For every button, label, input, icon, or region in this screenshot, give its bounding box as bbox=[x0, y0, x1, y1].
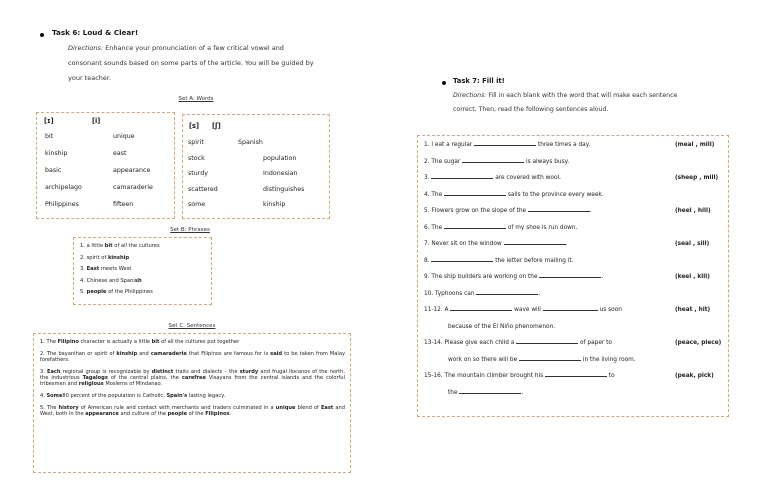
header-ih: [ɪ] bbox=[44, 117, 54, 125]
word: unique bbox=[113, 133, 135, 140]
answer-blank bbox=[459, 392, 521, 394]
bullet-icon bbox=[442, 81, 446, 85]
setA-box-2 bbox=[182, 114, 330, 219]
sentence: 5. The history of American rule and contact with merchants and traders culminated in a unique blend of East and West, both in the appearance and culture of the people of the Filipinos. bbox=[40, 405, 346, 418]
fill-row: 10. Typhoons can . bbox=[424, 290, 541, 297]
setB-box bbox=[73, 237, 212, 305]
word: fifteen bbox=[113, 201, 134, 208]
answer-blank bbox=[543, 309, 598, 311]
fill-row: 15-16. The mountain climber brought his to bbox=[424, 373, 615, 379]
word: basic bbox=[45, 167, 62, 174]
directions-label: Directions: bbox=[68, 44, 104, 52]
phrase: 5. people of the Philippines bbox=[80, 289, 153, 295]
word: Spanish bbox=[238, 139, 263, 146]
setC-box bbox=[33, 333, 351, 473]
directions-line2: consonant sounds based on some parts of the article. You will be guided by bbox=[68, 59, 314, 67]
fill-row: because of the El Niño phenomenon. bbox=[448, 323, 556, 330]
answer-blank bbox=[476, 293, 538, 295]
word: sturdy bbox=[188, 170, 208, 177]
answer-choices: (peace, piece) bbox=[675, 340, 722, 346]
fill-row: 8. the letter before mailing it. bbox=[424, 257, 574, 264]
word: camaraderie bbox=[113, 184, 153, 191]
word: distinguishes bbox=[263, 185, 305, 193]
fill-row: 5. Flowers grow on the slope of the . bbox=[424, 208, 592, 214]
fill-row: the . bbox=[448, 389, 524, 396]
phrase: 2. spirit of kinship bbox=[80, 254, 130, 261]
answer-blank bbox=[431, 177, 493, 179]
word: population bbox=[263, 154, 297, 162]
answer-blank bbox=[444, 227, 506, 229]
task6-directions bbox=[68, 41, 368, 86]
setB-title: Set B: Phrases bbox=[170, 227, 210, 233]
header-sh: [ʃ] bbox=[212, 122, 221, 130]
fill-row: 11-12. A wave will us soon bbox=[424, 307, 622, 313]
fill-row: 7. Never sit on the window . bbox=[424, 241, 568, 247]
answer-blank bbox=[474, 144, 536, 146]
word: spirit bbox=[188, 139, 204, 146]
answer-choices: (seal , sill) bbox=[675, 241, 710, 247]
phrase-list bbox=[80, 241, 160, 299]
answer-blank bbox=[545, 375, 607, 377]
fill-row: 1. I eat a regular three times a day. bbox=[424, 142, 591, 148]
answer-choices: (peak, pick) bbox=[675, 373, 714, 379]
answer-choices: (sheep , mill) bbox=[675, 175, 719, 181]
answer-blank bbox=[504, 243, 566, 245]
directions-line1: Fill in each blank with the word that will make each sentence bbox=[488, 92, 678, 99]
setA-box-1 bbox=[36, 112, 175, 219]
word: Indonesian bbox=[263, 170, 298, 177]
answer-blank bbox=[444, 194, 506, 196]
fill-row: work on so there will be in the living room. bbox=[448, 356, 636, 363]
answer-blank bbox=[519, 359, 581, 361]
answer-blank bbox=[539, 276, 601, 278]
answer-choices: (heat , hit) bbox=[675, 307, 711, 313]
header-i: [i] bbox=[92, 117, 101, 125]
setC-title: Set C: Sentences bbox=[168, 323, 216, 329]
word: kinship bbox=[263, 201, 286, 208]
fill-row: 6. The of my shoe is run down. bbox=[424, 224, 578, 231]
task7-box bbox=[417, 135, 729, 417]
answer-blank bbox=[462, 161, 524, 163]
word: east bbox=[113, 150, 127, 157]
directions-line2: correct. Then, read the following sentences aloud. bbox=[453, 106, 609, 113]
sentence: 3. Each regional group is recognizable by distinct traits and dialects – the sturdy and frugal Ilocanos of the north, the industrious Tagalogs of the central plains, the carefree Visayans from the central islands and the colorful tribesmen and religious Moslems of Mindanao. bbox=[40, 368, 345, 388]
fill-row: 2. The sugar is always busy. bbox=[424, 158, 570, 165]
answer-choices: (keel , kill) bbox=[675, 274, 710, 280]
directions-line3: your teacher. bbox=[68, 74, 112, 82]
word: kinship bbox=[45, 150, 68, 157]
task7-title: Task 7: Fill it! bbox=[453, 77, 505, 85]
phrase: 1. a little bit of all the cultures bbox=[80, 243, 160, 249]
fill-row: 4. The sails to the province every week. bbox=[424, 191, 604, 198]
answer-blank bbox=[431, 260, 493, 262]
task6-title: Task 6: Loud & Clear! bbox=[52, 28, 139, 37]
directions-label: Directions: bbox=[453, 92, 487, 99]
task7-directions bbox=[453, 89, 743, 117]
bullet-icon bbox=[40, 33, 44, 37]
directions-line1: Enhance your pronunciation of a few critical vowel and bbox=[105, 44, 284, 52]
word: scattered bbox=[188, 185, 218, 193]
word: some bbox=[188, 201, 206, 208]
phrase: 4. Chinese and Spanish bbox=[80, 277, 142, 284]
answer-choices: (meal , mill) bbox=[675, 142, 715, 148]
word: archipelago bbox=[45, 184, 82, 191]
answer-blank bbox=[528, 210, 590, 212]
fill-row: 9. The ship builders are working on the . bbox=[424, 274, 604, 280]
answer-choices: (heel , hill) bbox=[675, 208, 711, 214]
answer-blank bbox=[516, 342, 578, 344]
phrase: 3. East meets West bbox=[80, 266, 132, 272]
fill-row: 13-14. Please give each child a of paper to bbox=[424, 340, 612, 346]
sentence: 2. The bayanihan or spirit of kinship and camaraderie that Filipinos are famous for is said to be taken from Malay forefathers. bbox=[40, 350, 345, 364]
header-s: [s] bbox=[189, 122, 199, 130]
word: Philippines bbox=[45, 201, 79, 208]
answer-blank bbox=[450, 309, 512, 311]
sentence: 1. The Filipino character is actually a little bit of all the cultures put together bbox=[40, 339, 240, 345]
fill-row: 3. are covered with wool. bbox=[424, 175, 561, 181]
setA-title: Set A: Words bbox=[178, 96, 214, 102]
sentence: 4. Some80 percent of the population is Catholic, Spain's lasting legacy. bbox=[40, 393, 226, 400]
word: bit bbox=[45, 133, 54, 140]
sentence-list bbox=[40, 339, 345, 423]
word: stock bbox=[188, 154, 205, 162]
word: appearance bbox=[113, 167, 151, 174]
